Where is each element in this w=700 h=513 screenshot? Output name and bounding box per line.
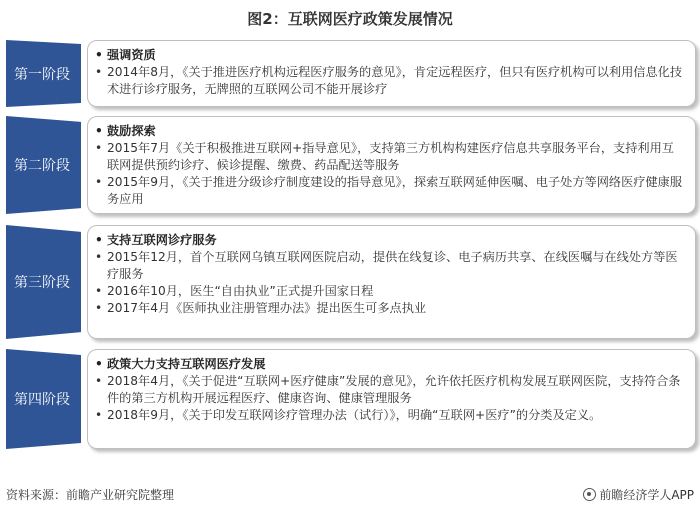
stage-2 xyxy=(6,116,696,214)
brand xyxy=(583,486,694,503)
stage-item: • 2018年4月，《关于促进“互联网+医疗健康”发展的意见》，允许依托医疗机构发展互联网医院，支持符合条件的第三方机构开展远程医疗、健康咨询、健康管理服务 xyxy=(94,373,685,407)
footer xyxy=(0,486,700,506)
stage-heading: • 政策大力支持互联网医疗发展 xyxy=(94,356,685,373)
stage-label: 第三阶段 xyxy=(14,275,70,291)
stage-panel xyxy=(87,40,696,107)
stage-1 xyxy=(6,40,696,107)
stage-list xyxy=(6,40,696,449)
stage-item: • 2015年7月《关于积极推进互联网+指导意见》，支持第三方机构构建医疗信息共享服务平台，支持利用互联网提供预约诊疗、候诊提醒、缴费、药品配送等服务 xyxy=(94,140,685,174)
source-note: 资料来源：前瞻产业研究院整理 xyxy=(6,488,175,502)
stage-item: • 2014年8月，《关于推进医疗机构远程医疗服务的意见》，肯定远程医疗，但只有医疗机构可以利用信息化技术进行诊疗服务，无牌照的互联网公司不能开展诊疗 xyxy=(94,64,685,98)
figure-title: 图2：互联网医疗政策发展情况 xyxy=(247,10,453,28)
stage-item: • 2017年4月《医师执业注册管理办法》提出医生可多点执业 xyxy=(94,300,685,317)
stage-item: • 2015年12月，首个互联网乌镇互联网医院启动，提供在线复诊、电子病历共享、在线医嘱与在线处方等医疗服务 xyxy=(94,249,685,283)
stage-heading: • 支持互联网诊疗服务 xyxy=(94,232,685,249)
stage-heading: • 强调资质 xyxy=(94,47,685,64)
stage-heading: • 鼓励探索 xyxy=(94,123,685,140)
stage-3 xyxy=(6,225,696,339)
stage-4 xyxy=(6,349,696,449)
stage-panel xyxy=(87,225,696,339)
stage-panel xyxy=(87,349,696,449)
stage-item: • 2016年10月，医生“自由执业”正式提升国家日程 xyxy=(94,283,685,300)
stage-panel xyxy=(87,116,696,214)
stage-label: 第一阶段 xyxy=(14,66,70,83)
stage-item: • 2018年9月，《关于印发互联网诊疗管理办法（试行）》，明确“互联网+医疗”的分类及定义。 xyxy=(94,407,685,424)
stage-label: 第四阶段 xyxy=(14,392,70,408)
stage-item: • 2015年9月，《关于推进分级诊疗制度建设的指导意见》，探索互联网延伸医嘱、电子处方等网络医疗健康服务应用 xyxy=(94,174,685,208)
stage-label: 第二阶段 xyxy=(14,158,70,174)
brand-logo-icon xyxy=(583,488,596,501)
brand-name: 前瞻经济学人APP xyxy=(599,488,694,502)
